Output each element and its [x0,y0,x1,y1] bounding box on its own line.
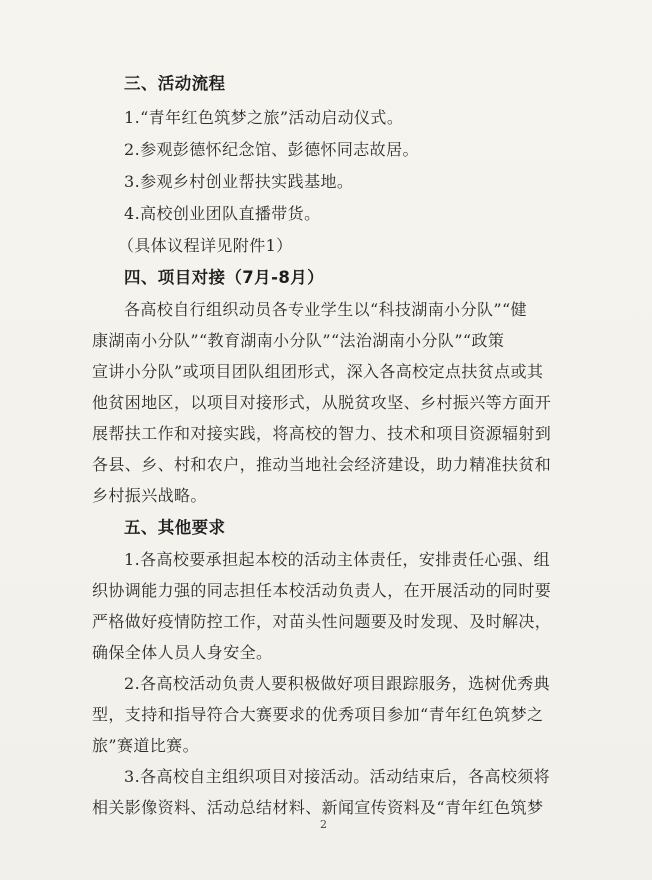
section-5-para-2-line: 型，支持和指导符合大赛要求的优秀项目参加“青年红色筑梦之 [92,705,544,724]
section-5-para-2-line: 旅”赛道比赛。 [92,736,199,755]
section-3-item-4: 4.高校创业团队直播带货。 [124,204,321,223]
section-5-para-1-line: 确保全体人员人身安全。 [92,643,273,662]
section-3-item-2: 2.参观彭德怀纪念馆、彭德怀同志故居。 [124,140,419,159]
section-5-para-1-line: 1.各高校要承担起本校的活动主体责任，安排责任心强、组 [124,550,551,569]
section-4-line: 各县、乡、村和农户，推动当地社会经济建设，助力精准扶贫和 [92,455,552,474]
section-3-item-1: 1.“青年红色筑梦之旅”活动启动仪式。 [124,108,404,127]
section-5-para-3-line: 3.各高校自主组织项目对接活动。活动结束后，各高校须将 [124,767,551,786]
section-5-para-3-line: 相关影像资料、活动总结材料、新闻宣传资料及“青年红色筑梦 [92,798,544,817]
section-4-line: 康湖南小分队”“教育湖南小分队”“法治湖南小分队”“政策 [92,331,505,350]
section-3-note: （具体议程详见附件1） [118,236,293,255]
section-5-heading: 五、其他要求 [124,518,226,537]
section-3-heading: 三、活动流程 [124,74,226,93]
section-4-heading: 四、项目对接（7月-8月） [124,268,325,287]
section-4-line: 宣讲小分队”或项目团队组团形式，深入各高校定点扶贫点或其 [92,362,544,381]
section-4-line: 展帮扶工作和对接实践，将高校的智力、技术和项目资源辐射到 [92,424,552,443]
section-4-line: 各高校自行组织动员各专业学生以“科技湖南小分队”“健 [124,300,527,319]
section-4-line: 乡村振兴战略。 [92,486,207,505]
section-5-para-1-line: 织协调能力强的同志担任本校活动负责人，在开展活动的同时要 [92,581,552,600]
section-5-para-1-line: 严格做好疫情防控工作，对苗头性问题要及时发现、及时解决， [92,612,552,631]
section-4-line: 他贫困地区，以项目对接形式，从脱贫攻坚、乡村振兴等方面开 [92,393,552,412]
page-number: 2 [320,818,327,831]
section-5-para-2-line: 2.各高校活动负责人要积极做好项目跟踪服务，选树优秀典 [124,674,551,693]
section-3-item-3: 3.参观乡村创业帮扶实践基地。 [124,172,354,191]
